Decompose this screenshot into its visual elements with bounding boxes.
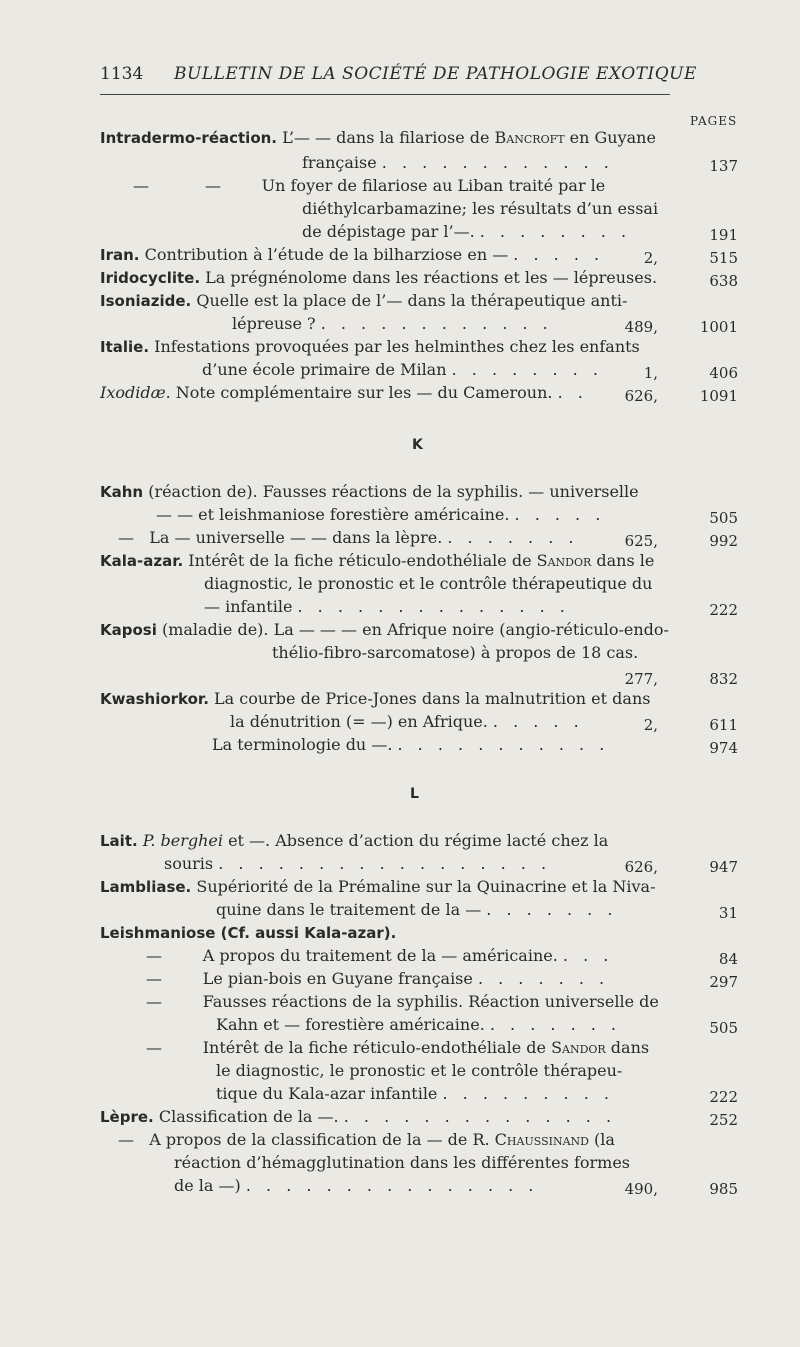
- index-entry-text: Kahn et — forestière américaine. . . . . . . .: [216, 1015, 621, 1034]
- page-reference: 515: [709, 249, 738, 267]
- page-reference: 191: [709, 226, 738, 244]
- index-entry-text: de la —) . . . . . . . . . . . . . . .: [174, 1176, 539, 1195]
- pages-column-label: PAGES: [690, 114, 738, 128]
- index-entry-text: — A propos de la classification de la — de R. Chaussinand (la: [118, 1130, 615, 1149]
- index-entry-text: La terminologie du —. . . . . . . . . . . .: [212, 735, 610, 754]
- bulletin-number: 1,: [643, 364, 658, 382]
- bulletin-number: 2,: [643, 249, 658, 267]
- index-entry-text: le diagnostic, le pronostic et le contrôle thérapeu-: [216, 1061, 623, 1080]
- index-entry-text: Italie. Infestations provoquées par les helminthes chez les enfants: [100, 337, 640, 356]
- bulletin-number: 626,: [624, 858, 658, 876]
- page-reference: 31: [718, 904, 738, 922]
- page-reference: 222: [709, 1088, 738, 1106]
- page-reference: 222: [709, 601, 738, 619]
- index-entry-text: lépreuse ? . . . . . . . . . . . .: [232, 314, 553, 333]
- index-entry-text: thélio-fibro-sarcomatose) à propos de 18 cas.: [272, 643, 639, 662]
- index-entry-text: Iridocyclite. La prégnénolome dans les réactions et les — lépreuses.: [100, 268, 658, 287]
- index-entry-text: Isoniazide. Quelle est la place de l’— dans la thérapeutique anti-: [100, 291, 628, 310]
- page-reference: 137: [709, 157, 738, 175]
- index-entry-text: Kahn (réaction de). Fausses réactions de la syphilis. — universelle: [100, 482, 639, 501]
- page-reference: 974: [709, 739, 738, 757]
- index-entry-text: Lambliase. Supériorité de la Prémaline sur la Quinacrine et la Niva-: [100, 877, 656, 896]
- page-reference: 832: [709, 670, 738, 688]
- page-number: 1134: [100, 64, 144, 84]
- index-entry-text: — La — universelle — — dans la lèpre. . . . . . . .: [118, 528, 579, 547]
- section-letter-l: L: [410, 786, 419, 802]
- index-entry-text: tique du Kala-azar infantile . . . . . . . . .: [216, 1084, 614, 1103]
- index-entry-text: d’une école primaire de Milan . . . . . . . .: [202, 360, 603, 379]
- index-entry-text: — Le pian-bois en Guyane française . . . . . . .: [146, 969, 610, 988]
- bulletin-number: 489,: [624, 318, 658, 336]
- index-entry-text: Lait. P. berghei et —. Absence d’action du régime lacté chez la: [100, 831, 609, 850]
- bulletin-number: 490,: [624, 1180, 658, 1198]
- page-reference: 985: [709, 1180, 738, 1198]
- index-entry-text: la dénutrition (= —) en Afrique. . . . . .: [230, 712, 584, 731]
- index-entry-text: Leishmaniose (Cf. aussi Kala-azar).: [100, 924, 397, 942]
- index-entry-text: souris . . . . . . . . . . . . . . . . .: [164, 854, 552, 873]
- page-reference: 505: [709, 1019, 738, 1037]
- index-entry-text: quine dans le traitement de la — . . . . . . .: [216, 900, 618, 919]
- page-reference: 1001: [699, 318, 738, 336]
- journal-title: BULLETIN DE LA SOCIÉTÉ DE PATHOLOGIE EXOTIQUE: [174, 64, 697, 84]
- page-reference: 84: [718, 950, 738, 968]
- index-entry-text: Kaposi (maladie de). La — — — en Afrique noire (angio-réticulo-endo-: [100, 620, 669, 639]
- index-entry-text: Kwashiorkor. La courbe de Price-Jones dans la malnutrition et dans: [100, 689, 651, 708]
- index-entry-text: Intradermo-réaction. L’— — dans la filariose de Bancroft en Guyane: [100, 128, 656, 147]
- page-reference: 638: [709, 272, 738, 290]
- index-entry-text: Ixodidæ. Note complémentaire sur les — du Cameroun. . .: [100, 383, 588, 402]
- section-letter-k: K: [412, 437, 423, 453]
- index-entry-text: française . . . . . . . . . . . .: [302, 153, 614, 172]
- index-entry-text: Lèpre. Classification de la —. . . . . . . . . . . . . . .: [100, 1107, 617, 1126]
- bulletin-number: 277,: [624, 670, 658, 688]
- header-rule: [100, 94, 670, 95]
- index-entry-text: — A propos du traitement de la — américaine. . . .: [146, 946, 614, 965]
- page-reference: 406: [709, 364, 738, 382]
- index-entry-text: — infantile . . . . . . . . . . . . . .: [204, 597, 570, 616]
- index-entry-text: — Fausses réactions de la syphilis. Réaction universelle de: [146, 992, 659, 1011]
- bulletin-number: 625,: [624, 532, 658, 550]
- index-entry-text: réaction d’hémagglutination dans les différentes formes: [174, 1153, 630, 1172]
- index-entry-text: — Intérêt de la fiche réticulo-endothéliale de Sandor dans: [146, 1038, 650, 1057]
- index-entry-text: — — Un foyer de filariose au Liban traité par le: [133, 176, 606, 195]
- index-entry-text: de dépistage par l’—. . . . . . . . .: [302, 222, 632, 241]
- bulletin-number: 626,: [624, 387, 658, 405]
- index-entry-text: diagnostic, le pronostic et le contrôle thérapeutique du: [204, 574, 653, 593]
- page-reference: 297: [709, 973, 738, 991]
- page-reference: 611: [709, 716, 738, 734]
- index-entry-text: Kala-azar. Intérêt de la fiche réticulo-endothéliale de Sandor dans le: [100, 551, 655, 570]
- page-reference: 992: [709, 532, 738, 550]
- index-entry-text: diéthylcarbamazine; les résultats d’un essai: [302, 199, 659, 218]
- page-reference: 947: [709, 858, 738, 876]
- page-reference: 1091: [699, 387, 738, 405]
- index-entry-text: — — et leishmaniose forestière américaine. . . . . .: [156, 505, 606, 524]
- bulletin-number: 2,: [643, 716, 658, 734]
- page-reference: 252: [709, 1111, 738, 1129]
- page-reference: 505: [709, 509, 738, 527]
- index-entry-text: Iran. Contribution à l’étude de la bilharziose en — . . . . .: [100, 245, 605, 264]
